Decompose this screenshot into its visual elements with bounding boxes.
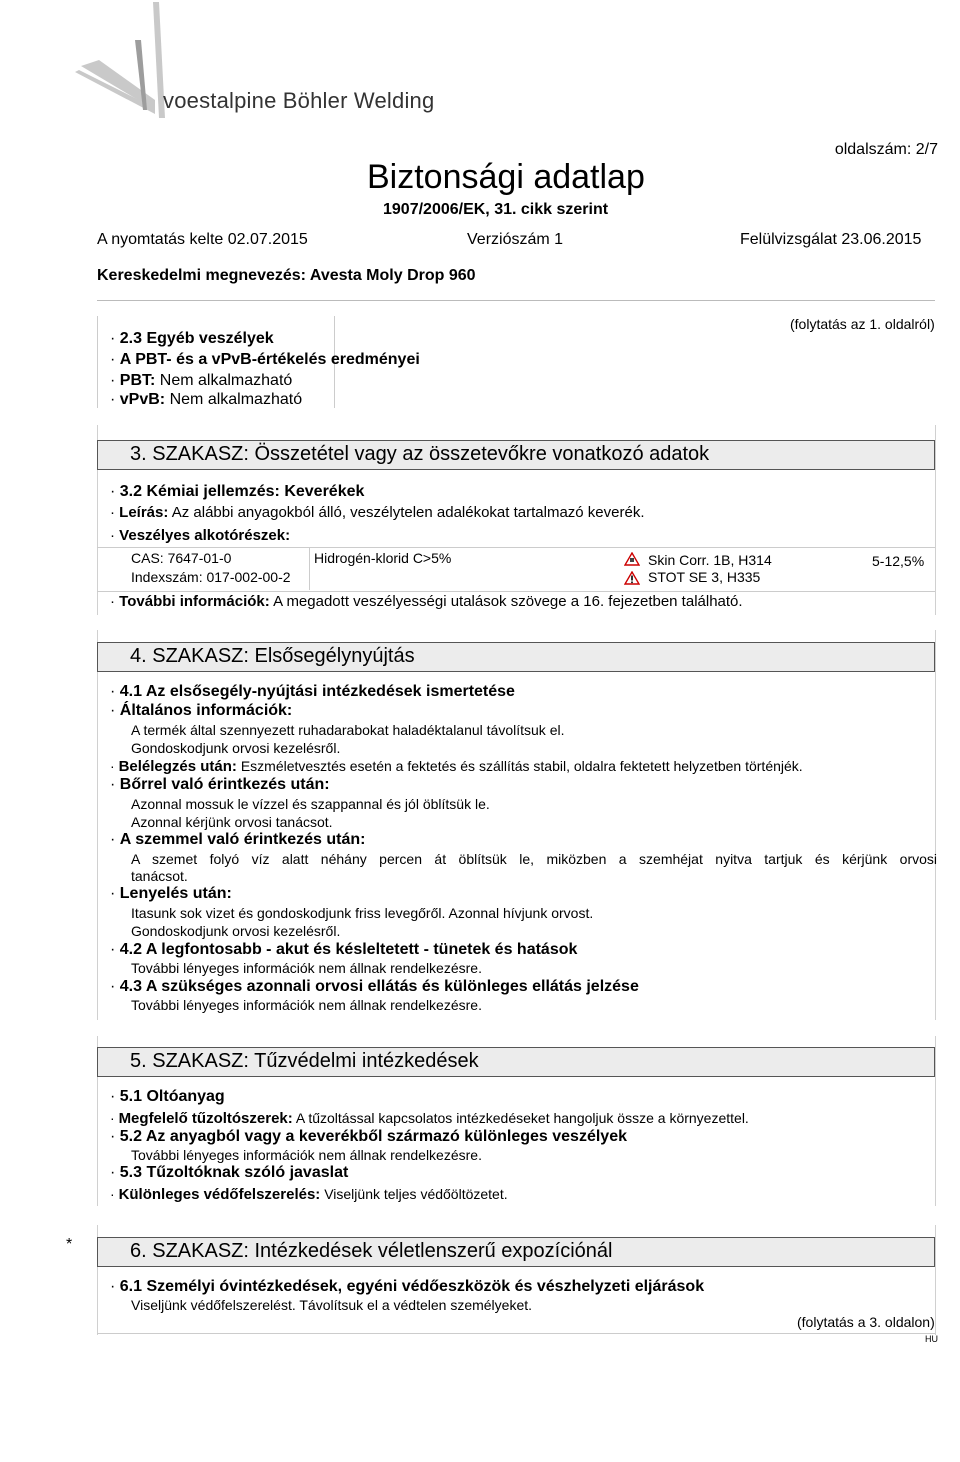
- eye-contact-1: A szemet folyó víz alatt néhány percen át öblítsük le, miközben a szemhéjat nyitva tartjuk és kérjünk orvosi: [131, 851, 937, 867]
- subsection-4-1: 4.1 Az elsősegély-nyújtási intézkedések ismertetése: [119, 683, 515, 700]
- subsection-2-3: 2.3 Egyéb veszélyek: [119, 330, 274, 347]
- subsection-4-2-text: További lényeges információk nem állnak rendelkezésre.: [131, 960, 482, 976]
- more-info-value: A megadott veszélyességi utalások szövege a 16. fejezetben található.: [273, 593, 743, 610]
- section6-title: 6. SZAKASZ: Intézkedések véletlenszerű expozíciónál: [130, 1240, 613, 1262]
- subsection-6-1: 6.1 Személyi óvintézkedések, egyéni védőeszközök és vészhelyzeti eljárások: [119, 1278, 705, 1295]
- pbt-label: PBT:: [119, 372, 156, 389]
- document-subtitle: 1907/2006/EK, 31. cikk szerint: [383, 201, 609, 218]
- section5-line: · Megfelelő tűzoltószerek: A tűzoltással kapcsolatos intézkedéseket hangoljuk össze a környezettel.: [110, 1110, 749, 1127]
- pbt-heading: A PBT- és a vPvB-értékelés eredményei: [119, 351, 420, 368]
- section4-line: · Belélegzés után: Eszméletvesztés esetén a fektetés és szállítás stabil, oldalra fektetett helyzetben történjék.: [110, 758, 803, 775]
- index-number: Indexszám: 017-002-00-2: [131, 569, 291, 585]
- eye-contact-label: A szemmel való érintkezés után:: [119, 831, 366, 848]
- vpvb-value: Nem alkalmazható: [169, 391, 303, 408]
- vpvb-label: vPvB:: [119, 391, 166, 408]
- extinguishing-agent-value: A tűzoltással kapcsolatos intézkedéseket hangoljuk össze a környezettel.: [295, 1110, 749, 1126]
- section5-line: · 5.3 Tűzoltóknak szóló javaslat: [110, 1164, 349, 1181]
- section4-header: [97, 642, 935, 672]
- pbt-value: Nem alkalmazható: [159, 372, 293, 389]
- substance-name: Hidrogén-klorid C>5%: [314, 550, 452, 566]
- ingestion-label: Lenyelés után:: [119, 885, 232, 902]
- section4-line: · Bőrrel való érintkezés után:: [110, 776, 330, 793]
- subsection-5-1: 5.1 Oltóanyag: [119, 1088, 225, 1105]
- change-marker: *: [66, 1236, 73, 1253]
- section3-line: · 3.2 Kémiai jellemzés: Keverékek: [110, 483, 365, 500]
- section5-line: · 5.1 Oltóanyag: [110, 1088, 225, 1105]
- hazard-class-2: STOT SE 3, H335: [648, 569, 761, 585]
- general-info-1: A termék által szennyezett ruhadarabokat haladéktalanul távolítsuk el.: [131, 722, 565, 738]
- hazardous-components-label: Veszélyes alkotórészek:: [119, 527, 291, 544]
- section4-title: 4. SZAKASZ: Elsősegélynyújtás: [130, 645, 415, 667]
- ingestion-2: Gondoskodjunk orvosi kezelésről.: [131, 923, 341, 939]
- inhalation-value: Eszméletvesztés esetén a fektetés és szállítás stabil, oldalra fektetett helyzetben történjék.: [240, 758, 803, 774]
- skin-contact-label: Bőrrel való érintkezés után:: [119, 776, 330, 793]
- section4-line: · 4.1 Az elsősegély-nyújtási intézkedések ismertetése: [110, 683, 515, 700]
- subsection-3-2: 3.2 Kémiai jellemzés: Keverékek: [119, 483, 365, 500]
- section4-line: · Lenyelés után:: [110, 885, 232, 902]
- general-info-2: Gondoskodjunk orvosi kezelésről.: [131, 740, 341, 756]
- section3-line: · Veszélyes alkotórészek:: [110, 527, 291, 544]
- section5-title: 5. SZAKASZ: Tűzvédelmi intézkedések: [130, 1050, 479, 1072]
- general-info-label: Általános információk:: [119, 702, 293, 719]
- skin-contact-2: Azonnal kérjünk orvosi tanácsot.: [131, 814, 333, 830]
- section2-line: · vPvB: Nem alkalmazható: [110, 391, 303, 408]
- more-info-label: További információk:: [119, 593, 270, 610]
- eye-contact-2: tanácsot.: [131, 868, 188, 884]
- continued-to: (folytatás a 3. oldalon): [797, 1314, 935, 1330]
- revision-date: Felülvizsgálat 23.06.2015: [740, 231, 922, 248]
- section3-line: · Leírás: Az alábbi anyagokból álló, veszélytelen adalékokat tartalmazó keverék.: [110, 504, 645, 521]
- document-title: Biztonsági adatlap: [367, 158, 645, 196]
- print-date: A nyomtatás kelte 02.07.2015: [97, 231, 308, 248]
- subsection-4-2: 4.2 A legfontosabb - akut és késleltetett - tünetek és hatások: [119, 941, 578, 958]
- section4-line: · 4.2 A legfontosabb - akut és késleltetett - tünetek és hatások: [110, 941, 578, 958]
- special-equipment-label: Különleges védőfelszerelés:: [118, 1186, 321, 1203]
- header-divider: [97, 300, 935, 301]
- subsection-6-1-text: Viseljünk védőfelszerelést. Távolítsuk el a védtelen személyeket.: [131, 1297, 533, 1313]
- description-label: Leírás:: [119, 504, 169, 521]
- logo-text: voestalpine Böhler Welding: [163, 88, 435, 113]
- section3-header: [97, 440, 935, 470]
- section2-line: · PBT: Nem alkalmazható: [110, 372, 293, 389]
- special-equipment-value: Viseljünk teljes védőöltözetet.: [324, 1186, 508, 1202]
- section4-line: · Általános információk:: [110, 702, 293, 719]
- inhalation-label: Belélegzés után:: [118, 758, 237, 775]
- subsection-5-2-text: További lényeges információk nem állnak rendelkezésre.: [131, 1147, 482, 1163]
- section5-line: · Különleges védőfelszerelés: Viseljünk teljes védőöltözetet.: [110, 1186, 508, 1203]
- section5-header: [97, 1047, 935, 1077]
- section6-header: [97, 1237, 935, 1267]
- ingestion-1: Itasunk sok vizet és gondoskodjunk friss levegőről. Azonnal hívjunk orvost.: [131, 905, 594, 921]
- section6-line: · 6.1 Személyi óvintézkedések, egyéni védőeszközök és vészhelyzeti eljárások: [110, 1278, 705, 1295]
- subsection-4-3-text: További lényeges információk nem állnak rendelkezésre.: [131, 997, 482, 1013]
- version: Verziószám 1: [467, 231, 564, 248]
- cas-number: CAS: 7647-01-0: [131, 550, 232, 566]
- trade-name: Kereskedelmi megnevezés: Avesta Moly Drop 960: [97, 267, 476, 284]
- language-code: HU: [925, 1334, 938, 1344]
- exclamation-pictogram-icon: [624, 571, 640, 590]
- section2-line: · A PBT- és a vPvB-értékelés eredményei: [110, 351, 420, 368]
- section2-line: · 2.3 Egyéb veszélyek: [110, 330, 274, 347]
- concentration: 5-12,5%: [872, 553, 925, 569]
- extinguishing-agent-label: Megfelelő tűzoltószerek:: [118, 1110, 293, 1127]
- subsection-5-2: 5.2 Az anyagból vagy a keverékből származó különleges veszélyek: [119, 1128, 627, 1145]
- section4-line: · 4.3 A szükséges azonnali orvosi ellátás és különleges ellátás jelzése: [110, 978, 639, 995]
- subsection-5-3: 5.3 Tűzoltóknak szóló javaslat: [119, 1164, 349, 1181]
- section3-title: 3. SZAKASZ: Összetétel vagy az összetevőkre vonatkozó adatok: [130, 443, 710, 465]
- description-value: Az alábbi anyagokból álló, veszélytelen adalékokat tartalmazó keverék.: [171, 504, 645, 521]
- section4-line: · A szemmel való érintkezés után:: [110, 831, 366, 848]
- hazard-class-1: Skin Corr. 1B, H314: [648, 552, 772, 568]
- skin-contact-1: Azonnal mossuk le vízzel és szappannal és jól öblítsük le.: [131, 796, 490, 812]
- subsection-4-3: 4.3 A szükséges azonnali orvosi ellátás és különleges ellátás jelzése: [119, 978, 639, 995]
- continued-from: (folytatás az 1. oldalról): [790, 316, 935, 332]
- page-number: oldalszám: 2/7: [834, 141, 938, 158]
- corrosion-pictogram-icon: [624, 552, 640, 571]
- footer-divider: [97, 1333, 935, 1334]
- section5-line: · 5.2 Az anyagból vagy a keverékből származó különleges veszélyek: [110, 1128, 627, 1145]
- section3-line: · További információk: A megadott veszélyességi utalások szövege a 16. fejezetben található.: [110, 593, 743, 610]
